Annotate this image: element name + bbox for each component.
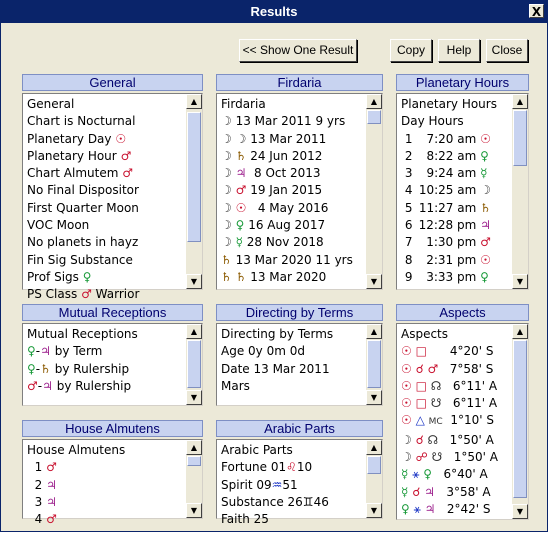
list-item[interactable]: 2 8:22 am ♀ xyxy=(404,148,489,163)
list-item[interactable]: ♀-♄ by Rulership xyxy=(27,361,130,376)
window-title: Results xyxy=(250,4,298,19)
jupiter-icon: ♃ xyxy=(235,166,247,181)
list-item[interactable]: ☽ 13 Mar 2011 9 yrs xyxy=(221,114,346,129)
list-item[interactable]: ♀-♃ by Term xyxy=(27,344,103,359)
jupiter-icon: ♃ xyxy=(42,378,53,393)
list-item[interactable]: 4 ♂ xyxy=(34,512,57,527)
mars-icon: ♂ xyxy=(480,235,491,250)
mars-icon: ♂ xyxy=(46,460,57,475)
gemini-icon: ♊ xyxy=(302,494,314,509)
list-item[interactable]: ☉ △ MC 1°10' S xyxy=(401,413,494,428)
list-item[interactable]: No Final Dispositor xyxy=(27,183,139,198)
scroll-up-icon[interactable]: ▲ xyxy=(186,324,202,339)
firdaria-list-box[interactable] xyxy=(216,93,383,290)
directing-list-box[interactable] xyxy=(216,323,383,406)
venus-icon: ♀ xyxy=(82,269,92,284)
mars-icon: ♂ xyxy=(427,361,439,376)
general-panel xyxy=(22,74,203,302)
list-item[interactable]: ☉ □ 4°20' S xyxy=(401,344,494,359)
moon-icon: ☽ xyxy=(401,450,412,465)
list-item[interactable]: Mutual Receptions xyxy=(27,327,138,341)
house-almutens-list-box[interactable] xyxy=(22,439,203,527)
scroll-down-icon[interactable]: ▼ xyxy=(186,274,202,289)
north-node-icon: ☊ xyxy=(430,378,442,393)
list-item[interactable]: Planetary Hours xyxy=(401,97,497,111)
list-item[interactable]: 1 7:20 am ☉ xyxy=(404,131,491,146)
arabic-parts-panel xyxy=(216,420,383,527)
list-item[interactable]: 3 9:24 am ☿ xyxy=(404,166,488,181)
scroll-thumb[interactable] xyxy=(187,340,201,388)
south-node-icon: ☋ xyxy=(430,396,442,411)
copy-button[interactable]: Copy xyxy=(390,39,432,62)
sun-icon: ☉ xyxy=(401,344,412,359)
list-item[interactable]: Planetary Day ☉ xyxy=(27,131,127,146)
scrollbar[interactable] xyxy=(366,440,382,518)
venus-icon: ♀ xyxy=(235,218,245,233)
list-item[interactable]: Spirit 09♒51 xyxy=(221,477,298,492)
house-almutens-panel xyxy=(22,420,203,527)
opposition-icon: ☍ xyxy=(415,450,428,465)
list-item[interactable]: ☽ ☽ 13 Mar 2011 xyxy=(221,131,327,146)
list-item[interactable]: Faith 25 xyxy=(221,512,269,527)
close-button[interactable]: Close xyxy=(486,39,528,62)
arabic-parts-list-box[interactable] xyxy=(216,439,383,527)
conjunction-icon: ☌ xyxy=(415,432,424,447)
mars-icon: ♂ xyxy=(81,287,92,302)
scroll-thumb[interactable] xyxy=(513,340,527,498)
list-item[interactable]: 8 2:31 pm ☉ xyxy=(404,252,491,267)
moon-icon: ☽ xyxy=(221,148,232,163)
list-item[interactable]: 1 ♂ xyxy=(34,460,57,475)
list-item[interactable]: Firdaria xyxy=(221,97,266,111)
saturn-icon: ♄ xyxy=(221,269,232,284)
list-item[interactable]: Planetary Hour ♂ xyxy=(27,148,132,163)
arabic-parts-header: Arabic Parts xyxy=(216,420,383,437)
venus-icon: ♀ xyxy=(480,269,489,284)
saturn-icon: ♄ xyxy=(480,200,491,215)
list-item[interactable]: 2 ♃ xyxy=(34,477,57,492)
list-item[interactable]: ☽ ♄ 24 Jun 2012 xyxy=(221,148,323,163)
firdaria-header: Firdaria xyxy=(216,74,383,91)
list-item[interactable]: 3 ♃ xyxy=(34,494,57,509)
list-item[interactable]: Fortune 01♌10 xyxy=(221,460,313,475)
mercury-icon: ☿ xyxy=(480,166,488,181)
mutual-receptions-header: Mutual Receptions xyxy=(22,304,203,321)
mutual-receptions-panel xyxy=(22,304,203,406)
list-item[interactable]: ☉ ☌ ♂ 7°58' S xyxy=(401,361,494,376)
list-item[interactable]: ☿ ☌ ♃ 3°58' A xyxy=(401,484,491,499)
moon-icon: ☽ xyxy=(221,218,232,233)
list-item[interactable]: 4 10:25 am ☽ xyxy=(404,183,491,198)
mars-icon: ♂ xyxy=(27,378,38,393)
list-item[interactable]: Mars xyxy=(221,378,250,393)
scroll-thumb[interactable] xyxy=(187,456,201,466)
list-item[interactable]: ♄ ♄ 13 Mar 2020 xyxy=(221,269,327,284)
square-icon: □ xyxy=(415,396,427,411)
venus-icon: ♀ xyxy=(27,361,36,376)
scroll-down-icon[interactable]: ▼ xyxy=(366,503,382,518)
north-node-icon: ☊ xyxy=(427,432,439,447)
mutual-receptions-list-box[interactable] xyxy=(22,323,203,406)
help-button[interactable]: Help xyxy=(438,39,480,62)
list-item[interactable]: ☽ ♃ 8 Oct 2013 xyxy=(221,166,321,181)
mars-icon: ♂ xyxy=(46,512,57,527)
sun-icon: ☉ xyxy=(401,378,412,393)
list-item[interactable]: Substance 26♊46 xyxy=(221,494,329,509)
list-item[interactable]: ☉ □ ☋ 6°11' A xyxy=(401,396,498,411)
scroll-up-icon[interactable]: ▲ xyxy=(512,324,528,339)
jupiter-icon: ♃ xyxy=(424,501,436,516)
mars-icon: ♂ xyxy=(235,183,247,198)
sun-icon: ☉ xyxy=(115,131,127,146)
sun-icon: ☉ xyxy=(480,131,491,146)
general-list-box[interactable] xyxy=(22,93,203,302)
list-item[interactable]: ☽ ♂ 19 Jan 2015 xyxy=(221,183,323,198)
directing-panel xyxy=(216,304,383,406)
square-icon: □ xyxy=(415,344,427,359)
sun-icon: ☉ xyxy=(235,200,247,215)
list-item[interactable]: VOC Moon xyxy=(27,218,90,233)
list-item[interactable]: Fin Sig Substance xyxy=(27,252,133,267)
list-item[interactable]: Chart Almutem ♂ xyxy=(27,166,133,181)
scroll-up-icon[interactable]: ▲ xyxy=(366,94,382,109)
scroll-down-icon[interactable]: ▼ xyxy=(512,504,528,519)
jupiter-icon: ♃ xyxy=(424,484,435,499)
mars-icon: ♂ xyxy=(122,166,133,181)
leo-icon: ♌ xyxy=(286,460,297,475)
list-item[interactable]: 6 12:28 pm ♃ xyxy=(404,218,491,233)
moon-icon: ☽ xyxy=(221,166,232,181)
scroll-down-icon[interactable]: ▼ xyxy=(366,390,382,405)
scrollbar[interactable] xyxy=(186,324,202,405)
list-item[interactable]: ☽ ☿ 28 Nov 2018 xyxy=(221,235,324,250)
jupiter-icon: ♃ xyxy=(480,218,491,233)
list-item[interactable]: Age 0y 0m 0d xyxy=(221,344,305,359)
saturn-icon: ♄ xyxy=(221,252,232,267)
saturn-icon: ♄ xyxy=(40,361,51,376)
list-item[interactable]: PS Class ♂ Warrior xyxy=(27,287,140,302)
mercury-icon: ☿ xyxy=(401,467,409,482)
venus-icon: ♀ xyxy=(423,467,433,482)
list-item[interactable]: ☽ ☍ ☋ 1°50' A xyxy=(401,450,498,465)
list-item[interactable]: 7 1:30 pm ♂ xyxy=(404,235,491,250)
scroll-down-icon[interactable]: ▼ xyxy=(512,274,528,289)
aspects-header: Aspects xyxy=(396,304,529,321)
midheaven-icon: MC xyxy=(428,417,443,428)
directing-header: Directing by Terms xyxy=(216,304,383,321)
mars-icon: ♂ xyxy=(120,148,132,163)
scrollbar[interactable] xyxy=(186,440,202,518)
trine-icon: △ xyxy=(415,413,425,428)
scrollbar[interactable] xyxy=(512,324,528,519)
scrollbar[interactable] xyxy=(512,94,528,289)
south-node-icon: ☋ xyxy=(431,450,443,465)
saturn-icon: ♄ xyxy=(235,148,247,163)
scroll-up-icon[interactable]: ▲ xyxy=(366,324,382,339)
sun-icon: ☉ xyxy=(401,361,412,376)
scroll-thumb[interactable] xyxy=(513,110,527,166)
list-item[interactable]: House Almutens xyxy=(27,443,126,457)
scroll-up-icon[interactable]: ▲ xyxy=(366,440,382,455)
moon-icon: ☽ xyxy=(221,131,232,146)
list-item[interactable]: ☿ ⚹ ♀ 6°40' A xyxy=(401,467,488,482)
mercury-icon: ☿ xyxy=(401,484,409,499)
list-item[interactable]: ♂-♃ by Rulership xyxy=(27,378,132,393)
firdaria-panel xyxy=(216,74,383,290)
jupiter-icon: ♃ xyxy=(40,344,51,359)
moon-icon: ☽ xyxy=(221,114,232,129)
house-almutens-header: House Almutens xyxy=(22,420,203,437)
list-item[interactable]: Chart is Nocturnal xyxy=(27,114,136,129)
list-item[interactable]: Directing by Terms xyxy=(221,327,334,341)
conjunction-icon: ☌ xyxy=(412,484,421,499)
moon-icon: ☽ xyxy=(221,235,232,250)
venus-icon: ♀ xyxy=(480,148,489,163)
list-item[interactable]: ♄ 13 Mar 2020 11 yrs xyxy=(221,252,353,267)
list-item[interactable]: ☽ ♀ 16 Aug 2017 xyxy=(221,218,326,233)
list-item[interactable]: 5 11:27 am ♄ xyxy=(404,200,491,215)
list-item[interactable]: First Quarter Moon xyxy=(27,200,139,215)
list-item[interactable]: ☽ ☉ 4 May 2016 xyxy=(221,200,329,215)
planetary-hours-header: Planetary Hours xyxy=(396,74,529,91)
sextile-icon: ⚹ xyxy=(412,467,420,482)
scroll-thumb[interactable] xyxy=(367,456,381,474)
sextile-icon: ⚹ xyxy=(413,501,421,516)
aquarius-icon: ♒ xyxy=(271,477,283,492)
planetary-hours-panel xyxy=(396,74,529,290)
jupiter-icon: ♃ xyxy=(46,494,57,509)
list-item[interactable]: Day Hours xyxy=(401,114,464,129)
title-bar xyxy=(1,1,547,23)
scroll-up-icon[interactable]: ▲ xyxy=(186,94,202,109)
show-one-result-button[interactable]: << Show One Result xyxy=(239,39,357,62)
scroll-thumb[interactable] xyxy=(367,340,381,388)
list-item[interactable]: ☽ ☌ ☊ 1°50' A xyxy=(401,432,494,447)
square-icon: □ xyxy=(415,378,427,393)
moon-icon: ☽ xyxy=(235,131,247,146)
sun-icon: ☉ xyxy=(401,396,412,411)
list-item[interactable]: Arabic Parts xyxy=(221,443,293,457)
scroll-down-icon[interactable]: ▼ xyxy=(186,390,202,405)
list-item[interactable]: General xyxy=(27,97,75,111)
scrollbar[interactable] xyxy=(366,94,382,289)
scroll-down-icon[interactable]: ▼ xyxy=(186,503,202,518)
scroll-up-icon[interactable]: ▲ xyxy=(512,94,528,109)
scroll-down-icon[interactable]: ▼ xyxy=(366,274,382,289)
sun-icon: ☉ xyxy=(401,413,412,428)
scroll-up-icon[interactable]: ▲ xyxy=(186,440,202,455)
jupiter-icon: ♃ xyxy=(46,477,57,492)
conjunction-icon: ☌ xyxy=(415,361,424,376)
moon-icon: ☽ xyxy=(221,183,232,198)
scrollbar[interactable] xyxy=(186,94,202,289)
list-item[interactable]: No planets in hayz xyxy=(27,235,139,250)
moon-icon: ☽ xyxy=(480,183,491,198)
scrollbar[interactable] xyxy=(366,324,382,405)
sun-icon: ☉ xyxy=(480,252,491,267)
moon-icon: ☽ xyxy=(221,200,232,215)
venus-icon: ♀ xyxy=(401,501,410,516)
list-item[interactable]: Date 13 Mar 2011 xyxy=(221,361,330,376)
list-item[interactable]: ☉ □ ☊ 6°11' A xyxy=(401,378,498,393)
moon-icon: ☽ xyxy=(401,432,412,447)
list-item[interactable]: Aspects xyxy=(401,327,449,341)
scroll-thumb[interactable] xyxy=(367,110,381,124)
aspects-panel xyxy=(396,304,529,520)
list-item[interactable]: 9 3:33 pm ♀ xyxy=(404,269,489,284)
aspects-list-box[interactable] xyxy=(396,323,529,520)
mercury-icon: ☿ xyxy=(235,235,243,250)
list-item[interactable]: Prof Sigs ♀ xyxy=(27,269,92,284)
venus-icon: ♀ xyxy=(27,344,36,359)
saturn-icon: ♄ xyxy=(235,269,247,284)
planetary-hours-list-box[interactable] xyxy=(396,93,529,290)
list-item[interactable]: ♀ ⚹ ♃ 2°42' S xyxy=(401,501,491,516)
general-header: General xyxy=(22,74,203,91)
close-window-button[interactable]: X xyxy=(529,4,544,18)
scroll-thumb[interactable] xyxy=(187,112,201,242)
